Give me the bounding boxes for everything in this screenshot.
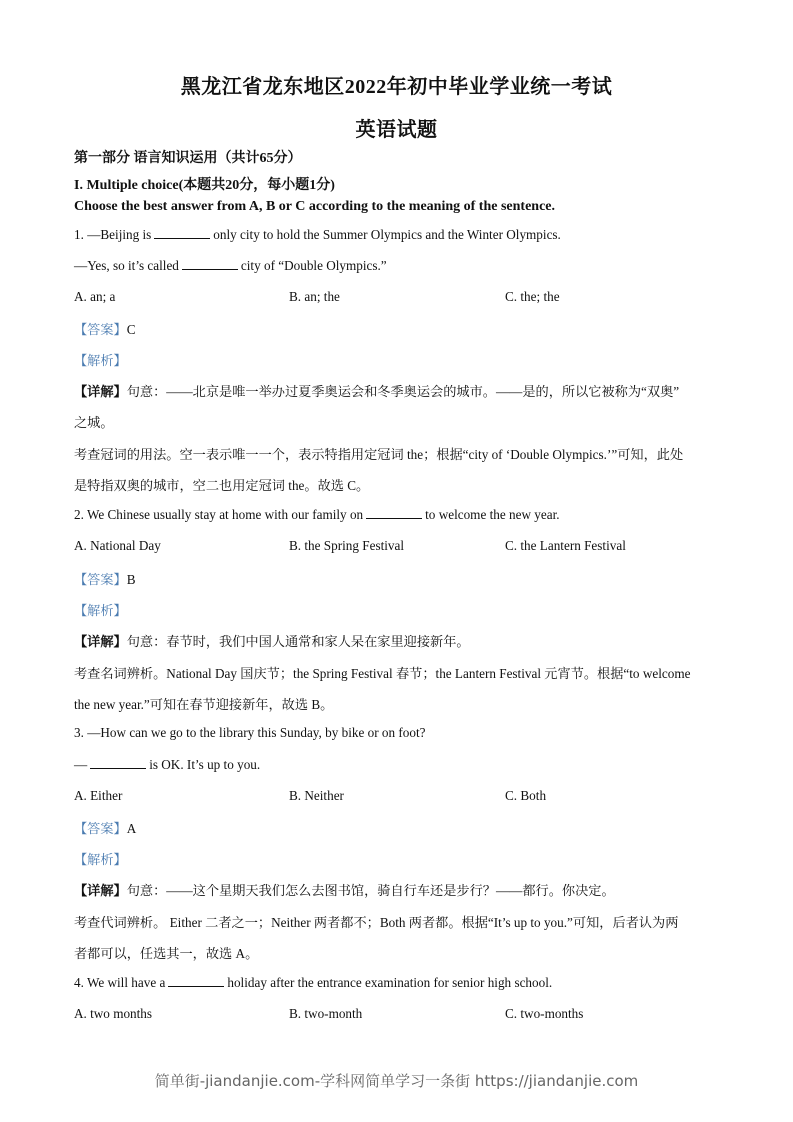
answer-value: A bbox=[126, 821, 137, 836]
question-text: to welcome the new year. bbox=[425, 507, 560, 522]
detail-label: 【详解】 bbox=[74, 634, 127, 649]
option-a: A. two months bbox=[74, 1006, 153, 1021]
footer-watermark: 简单街-jiandanjie.com-学科网简单学习一条街 https://jiandanjie.com bbox=[154, 1072, 639, 1090]
analysis-label: 【解析】 bbox=[74, 852, 127, 867]
answer-label: 【答案】 bbox=[74, 572, 127, 587]
detail-label: 【详解】 bbox=[74, 384, 127, 399]
explain-text: 是特指双奥的城市，空二也用定冠词 the。故选 C。 bbox=[74, 478, 370, 493]
explain-text: the new year.”可知在春节迎接新年，故选 B。 bbox=[74, 697, 334, 712]
question-text: holiday after the entrance examination for senior high school. bbox=[227, 975, 553, 990]
answer-label: 【答案】 bbox=[74, 821, 127, 836]
answer-value: B bbox=[126, 572, 136, 587]
option-c: C. two-months bbox=[505, 1006, 584, 1021]
answer-blank bbox=[366, 507, 422, 519]
answer-blank bbox=[182, 258, 238, 270]
section-heading: I. Multiple choice(本题共20分，每小题1分) bbox=[74, 178, 335, 193]
option-a: A. Either bbox=[74, 788, 123, 803]
detail-text: 句意：——北京是唯一举办过夏季奥运会和冬季奥运会的城市。——是的，所以它被称为“双奥” bbox=[126, 384, 680, 399]
answer-line bbox=[74, 818, 136, 837]
detail-line bbox=[74, 381, 679, 400]
option-b: B. two-month bbox=[289, 1006, 363, 1021]
answer-blank bbox=[168, 975, 224, 987]
question-text: 2. We Chinese usually stay at home with our family on bbox=[74, 507, 364, 522]
option-a: A. National Day bbox=[74, 538, 161, 553]
answer-line bbox=[74, 569, 136, 588]
detail-text: 之城。 bbox=[74, 415, 114, 430]
explain-text: 考查代词辨析。 Either 二者之一；Neither 两者都不；Both 两者都。根据“It’s up to you.”可知，后者认为两 bbox=[74, 915, 679, 930]
answer-blank bbox=[154, 227, 210, 239]
answer-line bbox=[74, 319, 136, 338]
detail-text: 句意：春节时，我们中国人通常和家人呆在家里迎接新年。 bbox=[126, 634, 470, 649]
detail-label: 【详解】 bbox=[74, 883, 127, 898]
question-3-response bbox=[74, 757, 260, 773]
question-4-stem bbox=[74, 975, 552, 991]
answer-value: C bbox=[126, 322, 136, 337]
analysis-label: 【解析】 bbox=[74, 603, 127, 618]
question-text: city of “Double Olympics.” bbox=[240, 258, 387, 273]
question-3-stem: 3. —How can we go to the library this Sunday, by bike or on foot? bbox=[74, 725, 426, 740]
detail-line bbox=[74, 880, 615, 899]
section-instruction: Choose the best answer from A, B or C according to the meaning of the sentence. bbox=[74, 199, 556, 214]
explain-text: 考查名词辨析。National Day 国庆节；the Spring Festival 春节；the Lantern Festival 元宵节。根据“to welcome bbox=[74, 666, 691, 681]
option-c: C. the Lantern Festival bbox=[505, 538, 626, 553]
question-text: 1. —Beijing is bbox=[74, 227, 152, 242]
explain-text: 考查冠词的用法。空一表示唯一一个，表示特指用定冠词 the；根据“city of ‘Double Olympics.’”可知，此处 bbox=[74, 447, 684, 462]
question-text: is OK. It’s up to you. bbox=[149, 757, 261, 772]
option-a: A. an; a bbox=[74, 289, 116, 304]
question-1-response bbox=[74, 258, 387, 274]
question-text: 4. We will have a bbox=[74, 975, 166, 990]
question-text: only city to hold the Summer Olympics and the Winter Olympics. bbox=[213, 227, 561, 242]
option-b: B. Neither bbox=[289, 788, 344, 803]
option-b: B. the Spring Festival bbox=[289, 538, 405, 553]
document-title: 黑龙江省龙东地区2022年初中毕业学业统一考试 bbox=[180, 76, 613, 98]
section-part: 第一部分 语言知识运用（共计65分） bbox=[74, 151, 302, 166]
option-b: B. an; the bbox=[289, 289, 340, 304]
explain-text: 者都可以，任选其一，故选 A。 bbox=[74, 946, 259, 961]
question-1-stem bbox=[74, 227, 561, 243]
option-c: C. the; the bbox=[505, 289, 560, 304]
answer-label: 【答案】 bbox=[74, 322, 127, 337]
option-c: C. Both bbox=[505, 788, 547, 803]
question-2-stem bbox=[74, 507, 560, 523]
detail-line bbox=[74, 631, 470, 650]
question-text: —Yes, so it’s called bbox=[74, 258, 179, 273]
detail-text: 句意：——这个星期天我们怎么去图书馆，骑自行车还是步行？——都行。你决定。 bbox=[126, 883, 615, 898]
document-subtitle: 英语试题 bbox=[355, 119, 438, 141]
question-text: — bbox=[74, 757, 88, 772]
analysis-label: 【解析】 bbox=[74, 353, 127, 368]
answer-blank bbox=[90, 757, 146, 769]
